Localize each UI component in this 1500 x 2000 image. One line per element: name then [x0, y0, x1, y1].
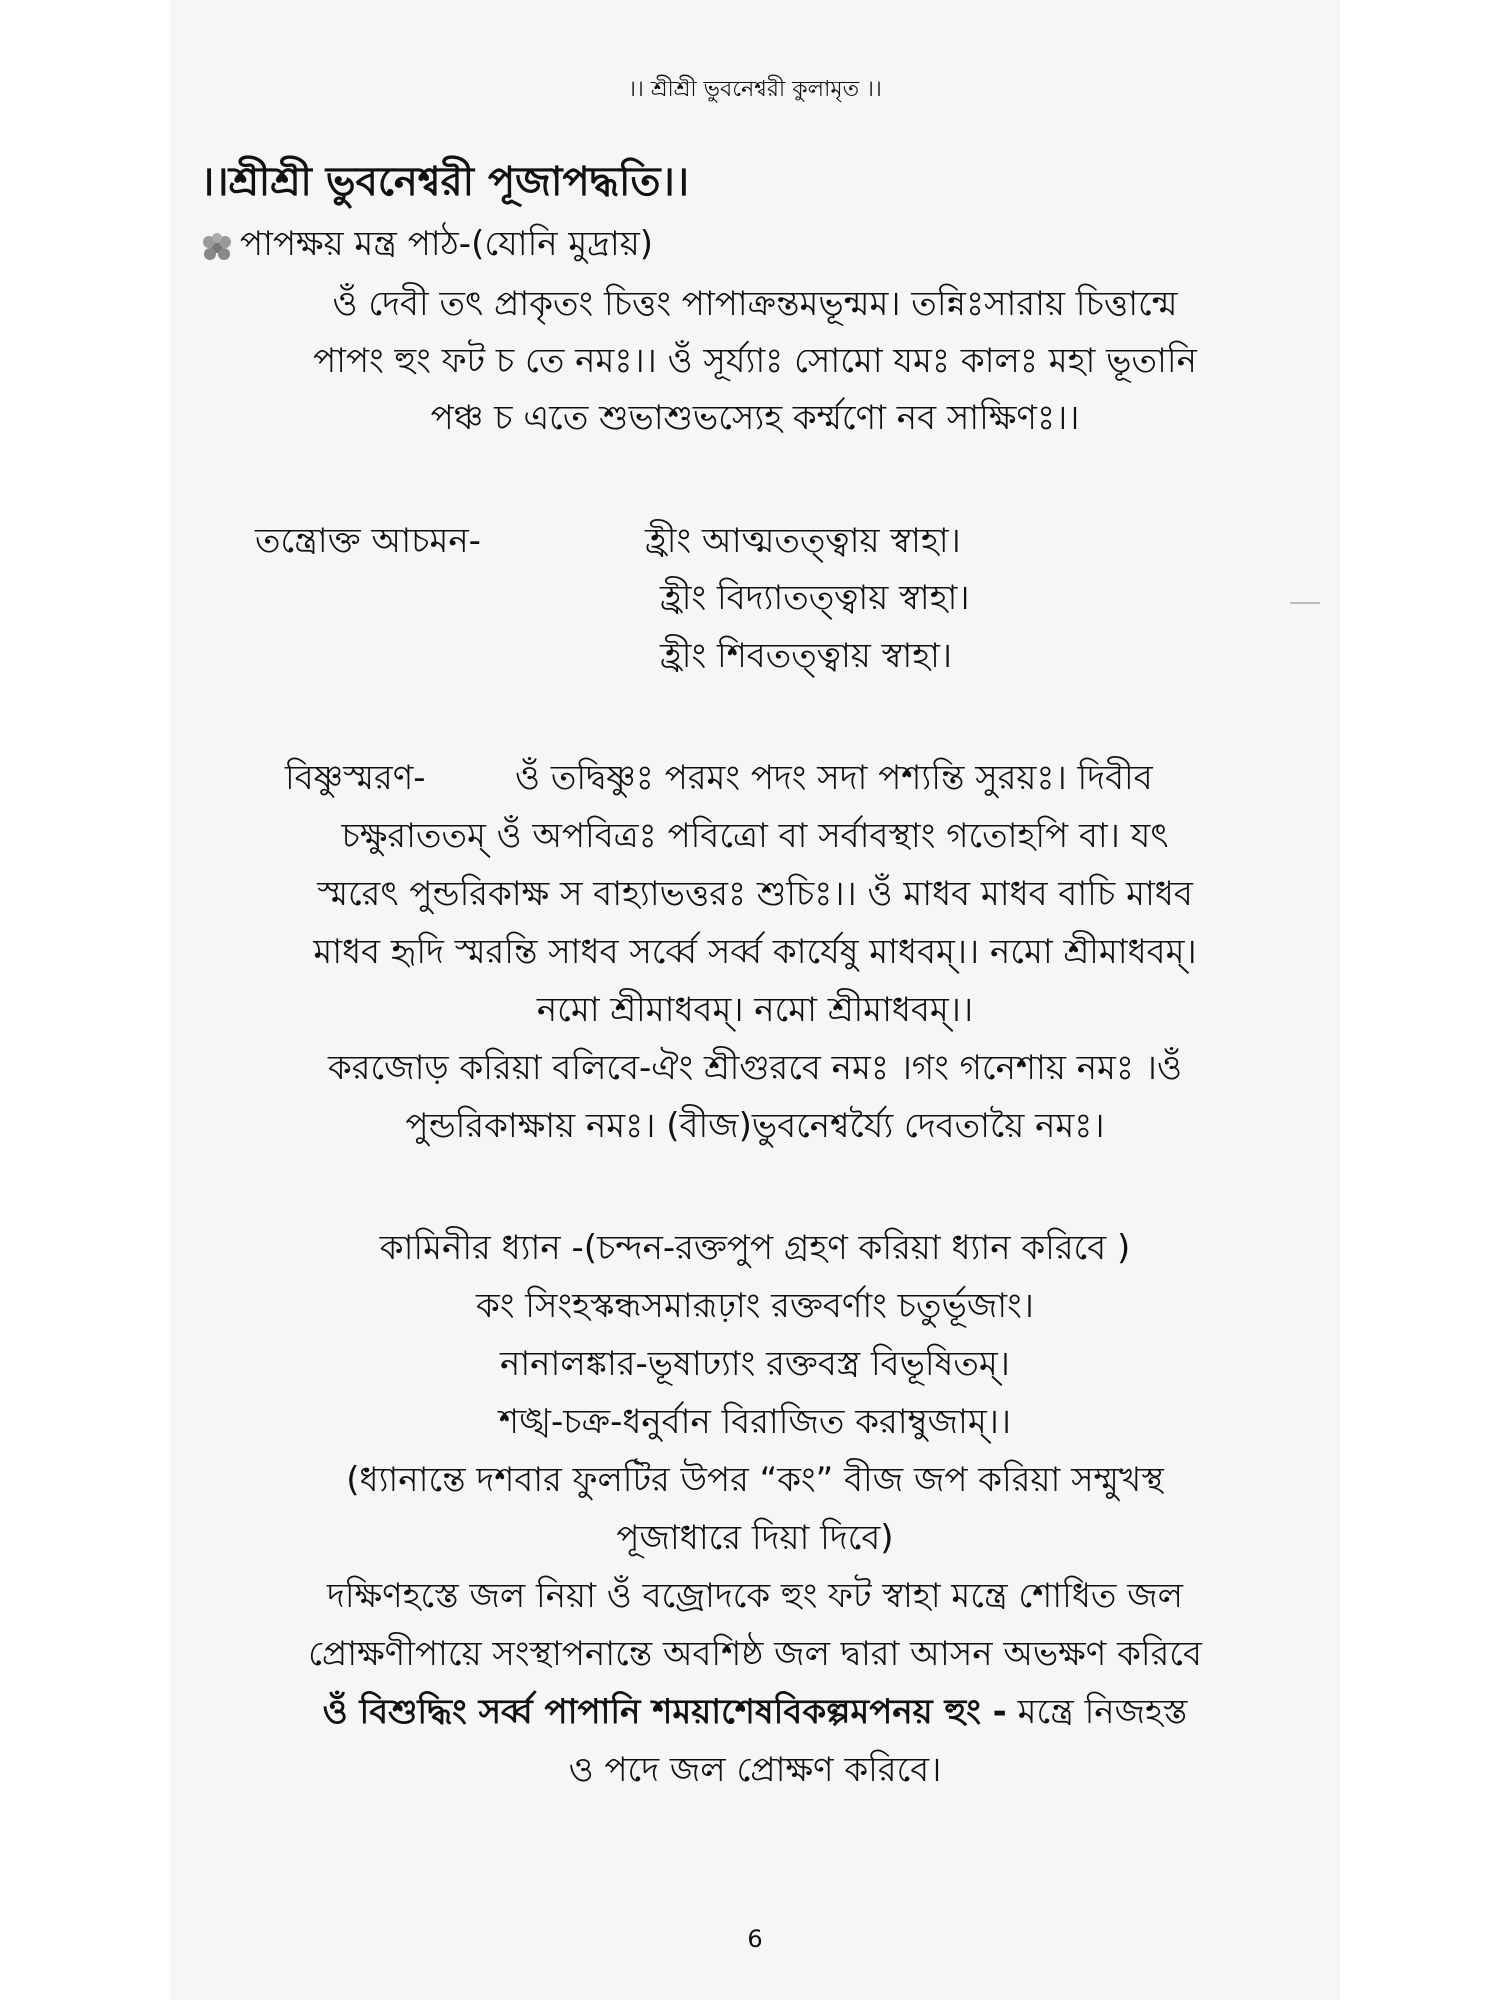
papakshay-line-2: পাপং হুং ফট চ তে নমঃ।। ওঁ সূর্য্যাঃ সোমো যমঃ কালঃ মহা ভূতানি — [313, 341, 1197, 381]
vishnu-line-3: মাধব হৃদি স্মরন্তি সাধব সর্ব্বে সর্ব্ব কার্যেষু মাধবম্।। নমো শ্রীমাধবম্। — [313, 932, 1197, 972]
achaman-line-2: হ্রীং বিদ্যাতত্ত্বায় স্বাহা। — [660, 578, 970, 618]
kamini-bold-mantra: ওঁ বিশুদ্ধিং সর্ব্ব পাপানি শময়াশেষবিকল্পমপনয় হুং - — [322, 1692, 1007, 1732]
kamini-line-5: (ধ্যানান্তে দশবার ফুলটির উপর “কং” বীজ জপ করিয়া সম্মুখস্থ — [346, 1460, 1164, 1500]
kamini-mantra-line — [170, 1686, 1340, 1743]
page-title: ।।শ্রীশ্রী ভুবনেশ্বরী পূজাপদ্ধতি।। — [200, 159, 690, 205]
kamini-line-1: কামিনীর ধ্যান -(চন্দন-রক্তপুপ গ্রহণ করিয়া ধ্যান করিবে ) — [379, 1228, 1131, 1268]
vishnu-first-line: ওঁ তদ্বিষ্ণুঃ পরমং পদং সদা পশ্যন্তি সুরয়ঃ। দিবীব — [515, 758, 1153, 798]
kamini-line-8: প্রোক্ষণীপায়ে সংস্থাপনান্তে অবশিষ্ঠ জল দ্বারা আসন অভক্ষণ করিবে — [308, 1634, 1202, 1674]
kamini-line-6: পূজাধারে দিয়া দিবে) — [616, 1518, 894, 1558]
papakshay-heading-text: পাপক্ষয় মন্ত্র পাঠ-(যোনি মুদ্রায়) — [240, 224, 654, 264]
running-header: ।। শ্রীশ্রী ভুবনেশ্বরী কুলামৃত ।। — [628, 77, 882, 102]
achaman-label: তন্ত্রোক্ত আচমন- — [255, 521, 481, 561]
kamini-mantra-suffix: মন্ত্রে নিজহস্ত — [1006, 1692, 1188, 1732]
achaman-line-3: হ্রীং শিবতত্ত্বায় স্বাহা। — [660, 636, 953, 676]
vishnu-line-5: করজোড় করিয়া বলিবে-ঐং শ্রীগুরবে নমঃ ।গং গনেশায় নমঃ ।ওঁ — [328, 1048, 1182, 1088]
vishnu-line-4: নমো শ্রীমাধবম্। নমো শ্রীমাধবম্।। — [536, 990, 974, 1030]
vishnu-line-2: স্মরেৎ পুন্ডরিকাক্ষ স বাহ্যাভত্তরঃ শুচিঃ।। ওঁ মাধব মাধব বাচি মাধব — [317, 874, 1193, 914]
kamini-line-2: কং সিংহস্কন্ধসমারূঢ়াং রক্তবর্ণাং চতুর্ভূজাং। — [476, 1286, 1034, 1326]
vishnu-line-1: চক্ষুরাততম্ ওঁ অপবিত্রঃ পবিত্রো বা সর্বাবস্থাং গতোহপি বা। যৎ — [341, 816, 1169, 856]
papakshay-line-3: পঞ্চ চ এতে শুভাশুভস্যেহ কর্ম্মণো নব সাক্ষিণঃ।। — [430, 398, 1080, 438]
achaman-line-1: হ্রীং আত্মতত্ত্বায় স্বাহা। — [645, 521, 961, 561]
papakshay-heading — [200, 218, 653, 275]
kamini-line-7: দক্ষিণহস্তে জল নিয়া ওঁ বজ্রোদকে হুং ফট স্বাহা মন্ত্রে শোধিত জল — [327, 1576, 1183, 1616]
papakshay-line-1: ওঁ দেবী তৎ প্রাকৃতং চিত্তং পাপাক্রন্তমভূন্মম। তন্নিঃসারায় চিত্তান্মে — [332, 284, 1178, 324]
book-page — [170, 0, 1340, 2000]
flower-icon — [200, 230, 234, 264]
vishnu-label: বিষ্ণুস্মরণ- — [285, 758, 426, 798]
kamini-last-line: ও পদে জল প্রোক্ষণ করিবে। — [568, 1750, 942, 1790]
kamini-line-3: নানালঙ্কার-ভূষাঢ্যাং রক্তবস্ত্র বিভূষিতম্। — [500, 1344, 1010, 1384]
kamini-line-4: শঙ্খ-চক্র-ধনুর্বান বিরাজিত করাম্বুজাম্।। — [498, 1402, 1012, 1442]
vishnu-line-6: পুন্ডরিকাক্ষায় নমঃ। (বীজ)ভুবনেশ্বর্য্যৈ দেবতায়ৈ নমঃ। — [405, 1106, 1105, 1146]
page-number: 6 — [747, 1925, 763, 1953]
scan-mark — [1290, 602, 1320, 604]
